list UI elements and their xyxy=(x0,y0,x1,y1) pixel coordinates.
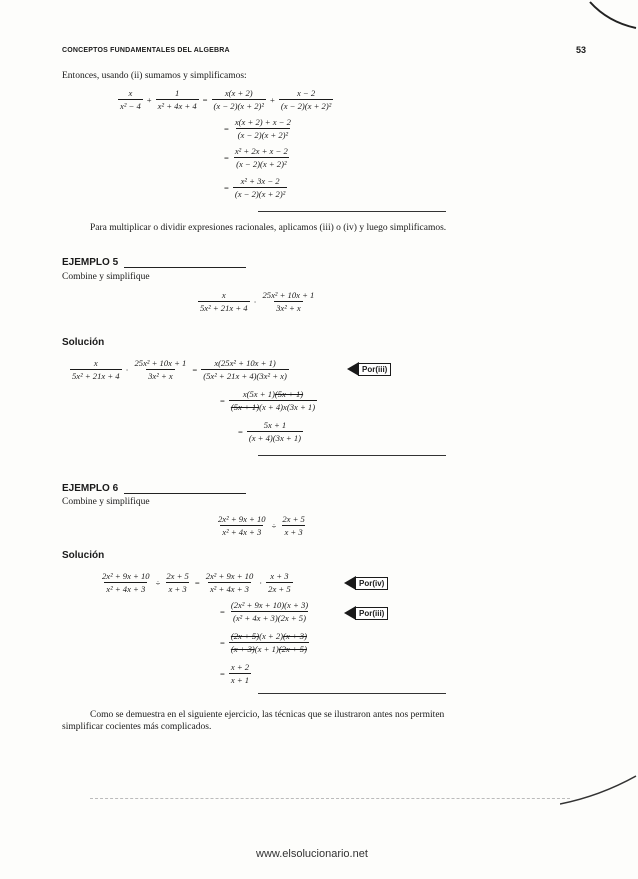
equation-addition-line3: = $\frac{\text{x² + 2x + x − 2}}{\text{(x − 2)(x + 2)²}}$ xyxy=(224,146,288,169)
footer-url: www.elsolucionario.net xyxy=(256,848,368,860)
rule-tag-por-iii: Por(iii) xyxy=(347,362,391,376)
example-5-solution-heading: Solución xyxy=(62,337,105,348)
example-6-instruction: Combine y simplifique xyxy=(62,497,150,507)
scan-edge-line xyxy=(90,798,570,799)
intro-text: Entonces, usando (ii) sumamos y simplificamos: xyxy=(62,71,247,81)
example-6-solution-line2: = $\frac{\text{(2x² + 9x + 10)(x + 3)}}{\text{(x² + 4x + 3)(2x + 5)}}$ xyxy=(220,600,309,623)
example-6-heading: EJEMPLO 6 xyxy=(62,483,246,494)
example-6-solution-line4: = $\frac{x + 2}{x + 1}$ xyxy=(220,662,250,685)
equation-addition-line1: $\frac{x}{\text{x² − 4}}$ + $\frac{1}{\text{x² + 4x + 4}}$ = $\frac{x(x + 2)}{\text{(x − 2)(x + 2)²}}$ + $\frac{x - 2}{\text{(x − 2)(x + 2)²}}$ xyxy=(120,88,332,111)
example-5-heading: EJEMPLO 5 xyxy=(62,257,246,268)
paragraph-multiply-divide: Para multiplicar o dividir expresiones racionales, aplicamos (iii) o (iv) y luego simplificamos. xyxy=(90,223,447,233)
end-of-example-rule xyxy=(258,693,446,694)
example-6-problem: $\frac{\text{2x² + 9x + 10}}{\text{x² + 4x + 3}}$ ÷ $\frac{2x + 5}{x + 3}$ xyxy=(218,514,305,537)
example-6-solution-heading: Solución xyxy=(62,550,105,561)
example-5-problem: $\frac{x}{\text{5x² + 21x + 4}}$ · $\frac{\text{25x² + 10x + 1}}{\text{3x² + x}}$ xyxy=(200,290,315,313)
example-6-solution-line1: $\frac{\text{2x² + 9x + 10}}{\text{x² + 4x + 3}}$ ÷ $\frac{2x + 5}{x + 3}$ = $\frac{\text{2x² + 9x + 10}}{\text{x² + 4x + 3}}$ · $\frac{x + 3}{2x + 5}$ xyxy=(102,571,291,594)
example-5-solution-line3: = $\frac{5x + 1}{(x + 4)(3x + 1)}$ xyxy=(238,420,302,443)
equation-addition-line4: = $\frac{\text{x² + 3x − 2}}{\text{(x − 2)(x + 2)²}}$ xyxy=(224,176,286,199)
rule-tag-por-iii: Por(iii) xyxy=(344,606,388,620)
example-6-solution-line3: = $\frac{(2x + 5)(x + 2)(x + 3)}{(x + 3)(x + 1)(2x + 5)}$ xyxy=(220,631,307,654)
example-5-instruction: Combine y simplifique xyxy=(62,272,150,282)
example-5-solution-line2: = $\frac{x(5x + 1)(5x + 1)}{(5x + 1)(x + 4)x(3x + 1)}$ xyxy=(220,389,316,412)
page-number: 53 xyxy=(576,45,587,55)
example-5-solution-line1: $\frac{x}{\text{5x² + 21x + 4}}$ · $\frac{\text{25x² + 10x + 1}}{\text{3x² + x}}$ = $\frac{\text{x(25x² + 10x + 1)}}{\text{(5x² + 21x + 4)(3x² + x)}}$ xyxy=(72,358,287,381)
scan-mark-bottom xyxy=(560,770,638,810)
scan-mark-top xyxy=(588,0,638,30)
running-header: CONCEPTOS FUNDAMENTALES DEL ALGEBRA xyxy=(62,47,230,54)
equation-addition-line2: = $\frac{x(x + 2) + x - 2}{\text{(x − 2)(x + 2)²}}$ xyxy=(224,117,291,140)
end-of-example-rule xyxy=(258,211,446,212)
end-of-example-rule xyxy=(258,455,446,456)
rule-tag-por-iv: Por(iv) xyxy=(344,576,388,590)
paragraph-next-exercise: Como se demuestra en el siguiente ejercicio, las técnicas que se ilustraron antes nos permiten simplificar cocientes más complicados. xyxy=(62,710,445,732)
